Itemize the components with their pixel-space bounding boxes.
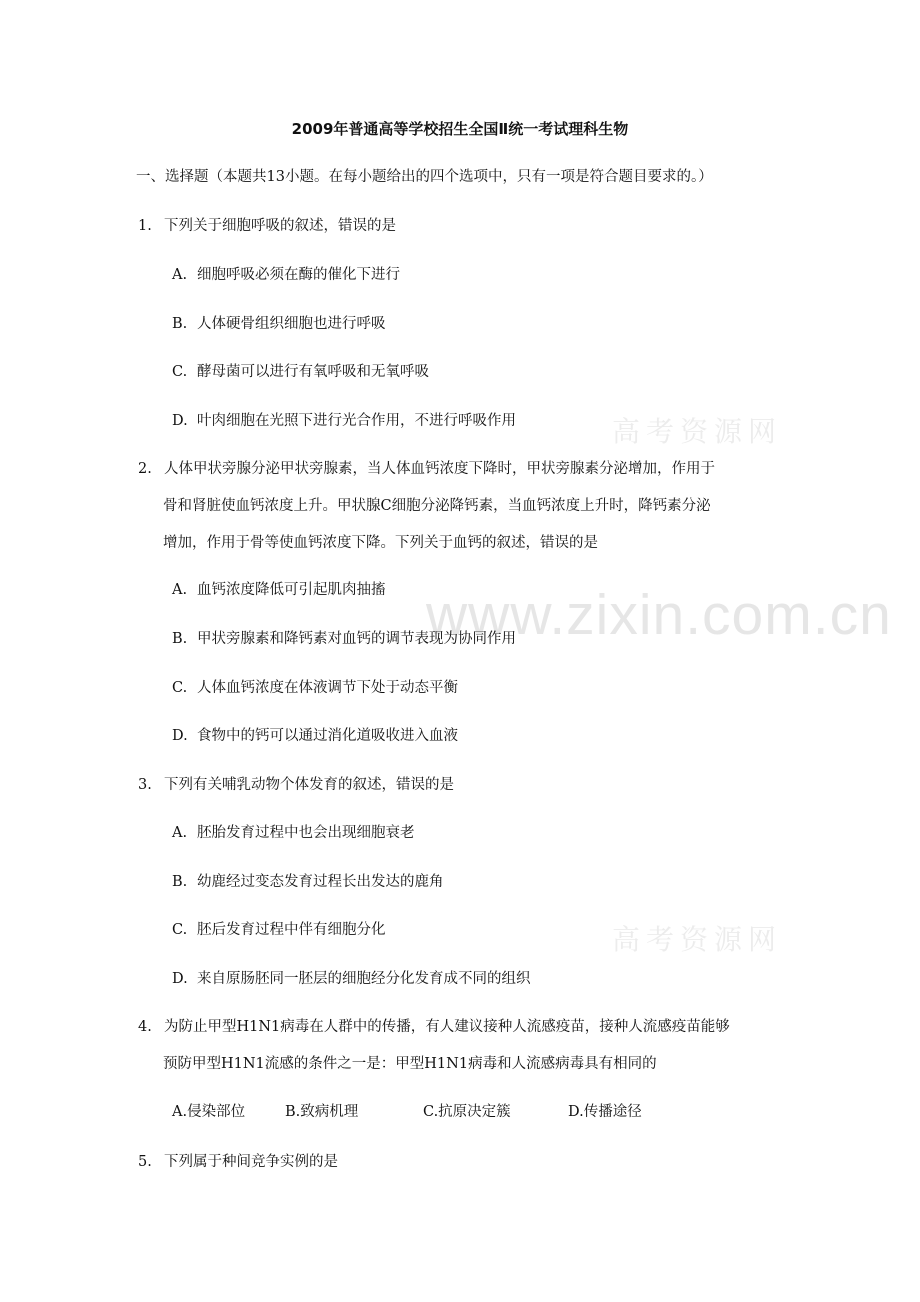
option-1a — [172, 265, 400, 285]
option-4d: D.传播途径 — [568, 1104, 642, 1120]
option-label: B. — [172, 631, 188, 647]
option-text: 细胞呼吸必须在酶的催化下进行 — [197, 267, 400, 283]
option-1b — [172, 314, 386, 334]
option-4a: A.侵染部位 — [172, 1104, 246, 1120]
option-3d — [172, 969, 531, 989]
option-text: 叶肉细胞在光照下进行光合作用，不进行呼吸作用 — [197, 413, 516, 429]
option-label: B. — [172, 316, 188, 332]
question-number: 3. — [138, 777, 152, 793]
option-label: A. — [172, 267, 188, 283]
question-number: 4. — [138, 1019, 152, 1035]
section-heading: 一、选择题（本题共13小题。在每小题给出的四个选项中，只有一项是符合题目要求的。） — [136, 169, 713, 185]
question-4-options — [0, 1102, 920, 1122]
option-1d — [172, 411, 516, 431]
question-stem: 下列关于细胞呼吸的叙述，错误的是 — [164, 218, 396, 234]
option-4c: C.抗原决定簇 — [423, 1104, 511, 1120]
question-number: 2. — [138, 461, 152, 477]
option-4b: B.致病机理 — [285, 1104, 359, 1120]
option-text: 酵母菌可以进行有氧呼吸和无氧呼吸 — [197, 364, 429, 380]
option-text: 胚胎发育过程中也会出现细胞衰老 — [197, 825, 415, 841]
question-number: 1. — [138, 218, 152, 234]
exam-title: 2009年普通高等学校招生全国Ⅱ统一考试理科生物 — [291, 120, 629, 138]
option-text: 幼鹿经过变态发育过程长出发达的鹿角 — [197, 874, 444, 890]
question-5 — [138, 1152, 338, 1172]
question-2-continuation: 增加，作用于骨等使血钙浓度下降。下列关于血钙的叙述，错误的是 — [163, 535, 598, 551]
option-1c — [172, 362, 429, 382]
option-text: 来自原肠胚同一胚层的细胞经分化发育成不同的组织 — [197, 971, 531, 987]
option-label: A. — [172, 582, 188, 598]
option-text: 血钙浓度降低可引起肌肉抽搐 — [197, 582, 386, 598]
question-number: 5. — [138, 1154, 152, 1170]
option-3a — [172, 823, 415, 843]
option-label: A. — [172, 825, 188, 841]
option-2c — [172, 678, 458, 698]
option-label: C. — [172, 680, 188, 696]
option-label: C. — [172, 364, 188, 380]
option-2a — [172, 580, 386, 600]
option-label: B. — [172, 874, 188, 890]
option-label: C. — [172, 922, 188, 938]
option-3c — [172, 920, 386, 940]
question-4-continuation: 预防甲型H1N1流感的条件之一是：甲型H1N1病毒和人流感病毒具有相同的 — [163, 1056, 657, 1072]
watermark-site: www.zixin.com.cn — [426, 583, 892, 647]
option-text: 甲状旁腺素和降钙素对血钙的调节表现为协同作用 — [197, 631, 516, 647]
option-text: 食物中的钙可以通过消化道吸收进入血液 — [197, 728, 458, 744]
question-stem: 人体甲状旁腺分泌甲状旁腺素，当人体血钙浓度下降时，甲状旁腺素分泌增加，作用于 — [164, 461, 715, 477]
question-stem: 为防止甲型H1N1病毒在人群中的传播，有人建议接种人流感疫苗，接种人流感疫苗能够 — [164, 1019, 730, 1035]
option-text: 人体血钙浓度在体液调节下处于动态平衡 — [197, 680, 458, 696]
question-2-continuation: 骨和肾脏使血钙浓度上升。甲状腺C细胞分泌降钙素，当血钙浓度上升时，降钙素分泌 — [163, 498, 711, 514]
option-label: D. — [172, 728, 188, 744]
question-1 — [138, 216, 396, 236]
watermark-label-top: 高考资源网 — [612, 415, 783, 448]
option-2d — [172, 726, 458, 746]
question-2 — [138, 459, 715, 479]
option-label: D. — [172, 971, 188, 987]
question-stem: 下列属于种间竞争实例的是 — [164, 1154, 338, 1170]
question-4 — [138, 1017, 730, 1037]
watermark-label-bottom: 高考资源网 — [612, 923, 783, 956]
option-label: D. — [172, 413, 188, 429]
option-text: 人体硬骨组织细胞也进行呼吸 — [197, 316, 386, 332]
option-3b — [172, 872, 444, 892]
question-3 — [138, 775, 454, 795]
option-2b — [172, 629, 516, 649]
option-text: 胚后发育过程中伴有细胞分化 — [197, 922, 386, 938]
question-stem: 下列有关哺乳动物个体发育的叙述，错误的是 — [164, 777, 454, 793]
